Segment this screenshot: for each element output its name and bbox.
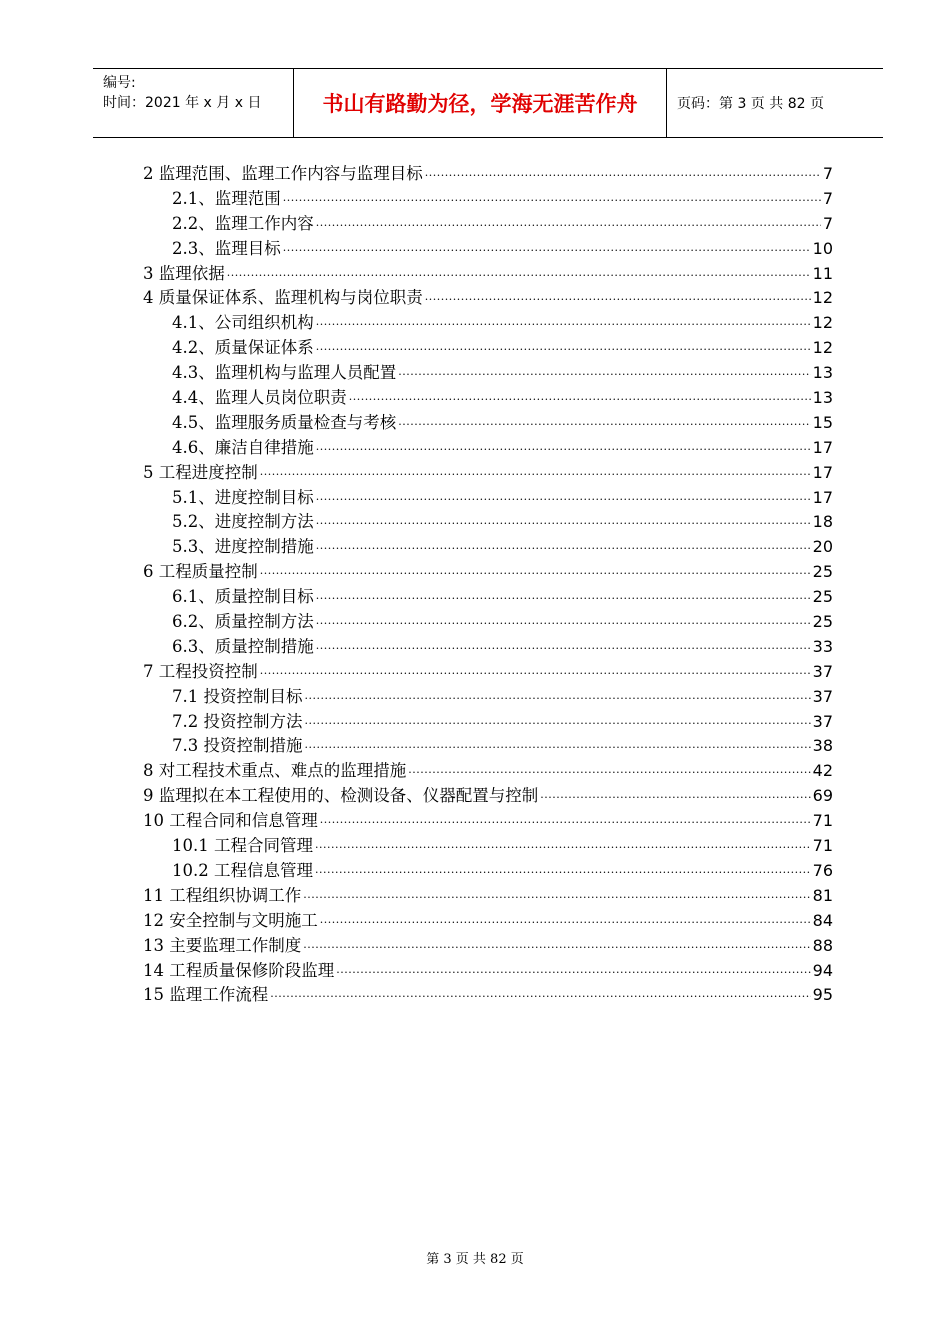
toc-entry-page: 38 bbox=[812, 736, 833, 756]
toc-entry-page: 33 bbox=[812, 636, 833, 656]
toc-leader-dots bbox=[283, 194, 821, 207]
toc-leader-dots bbox=[316, 517, 811, 530]
toc-entry[interactable] bbox=[143, 907, 833, 932]
toc-entry-title: 14 工程质量保修阶段监理 bbox=[143, 960, 335, 980]
toc-leader-dots bbox=[316, 592, 811, 605]
toc-entry-page: 17 bbox=[812, 437, 833, 457]
toc-entry-page: 81 bbox=[812, 885, 833, 905]
toc-leader-dots bbox=[316, 642, 811, 655]
toc-leader-dots bbox=[316, 493, 811, 506]
toc-entry-page: 12 bbox=[812, 313, 833, 333]
toc-entry-title: 7.1 投资控制目标 bbox=[172, 686, 303, 706]
toc-entry-title: 2.3、监理目标 bbox=[172, 238, 281, 258]
toc-entry-page: 7 bbox=[822, 188, 833, 208]
toc-entry[interactable] bbox=[143, 459, 833, 484]
toc-entry[interactable] bbox=[143, 782, 833, 807]
toc-entry-page: 11 bbox=[812, 263, 833, 283]
toc-leader-dots bbox=[398, 368, 810, 381]
toc-entry-title: 10.1 工程合同管理 bbox=[172, 836, 313, 856]
toc-subentry[interactable] bbox=[143, 185, 833, 210]
toc-entry-title: 5.1、进度控制目标 bbox=[172, 487, 314, 507]
toc-entry-title: 10 工程合同和信息管理 bbox=[143, 811, 318, 831]
toc-entry-title: 4.2、质量保证体系 bbox=[172, 338, 314, 358]
toc-leader-dots bbox=[320, 916, 811, 929]
toc-entry-title: 9 监理拟在本工程使用的、检测设备、仪器配置与控制 bbox=[143, 786, 539, 806]
toc-entry-page: 94 bbox=[812, 960, 833, 980]
toc-entry-title: 6.1、质量控制目标 bbox=[172, 587, 314, 607]
table-of-contents bbox=[143, 160, 833, 1006]
toc-leader-dots bbox=[303, 941, 810, 954]
toc-entry[interactable] bbox=[143, 807, 833, 832]
toc-leader-dots bbox=[316, 318, 811, 331]
toc-leader-dots bbox=[398, 418, 810, 431]
toc-subentry[interactable] bbox=[143, 508, 833, 533]
toc-entry-page: 71 bbox=[812, 836, 833, 856]
toc-entry-page: 37 bbox=[812, 661, 833, 681]
document-number-label: 编号: bbox=[103, 75, 136, 91]
toc-subentry[interactable] bbox=[143, 384, 833, 409]
toc-subentry[interactable] bbox=[143, 683, 833, 708]
toc-leader-dots bbox=[408, 766, 810, 779]
toc-subentry[interactable] bbox=[143, 633, 833, 658]
toc-leader-dots bbox=[303, 891, 810, 904]
toc-leader-dots bbox=[540, 791, 810, 804]
header-motto: 书山有路勤为径，学海无涯苦作舟 bbox=[294, 69, 667, 137]
toc-leader-dots bbox=[316, 219, 821, 232]
header-page-info: 页码：第 3 页 共 82 页 bbox=[677, 96, 824, 112]
toc-leader-dots bbox=[260, 667, 811, 680]
toc-subentry[interactable] bbox=[143, 334, 833, 359]
toc-entry[interactable] bbox=[143, 981, 833, 1006]
toc-leader-dots bbox=[260, 468, 811, 481]
toc-entry-page: 88 bbox=[812, 935, 833, 955]
toc-subentry[interactable] bbox=[143, 832, 833, 857]
toc-entry-title: 5.3、进度控制措施 bbox=[172, 537, 314, 557]
toc-subentry[interactable] bbox=[143, 210, 833, 235]
toc-entry-page: 42 bbox=[812, 761, 833, 781]
toc-entry-page: 25 bbox=[812, 612, 833, 632]
toc-entry-page: 37 bbox=[812, 686, 833, 706]
page-footer: 第 3 页 共 82 页 bbox=[426, 1252, 524, 1267]
toc-entry-title: 2 监理范围、监理工作内容与监理目标 bbox=[143, 164, 423, 183]
toc-entry-page: 25 bbox=[812, 587, 833, 607]
toc-leader-dots bbox=[336, 966, 810, 979]
toc-entry-page: 7 bbox=[822, 213, 833, 233]
toc-subentry[interactable] bbox=[143, 235, 833, 260]
toc-entry-page: 25 bbox=[812, 562, 833, 582]
toc-entry-page: 18 bbox=[812, 512, 833, 532]
toc-subentry[interactable] bbox=[143, 434, 833, 459]
toc-entry-page: 20 bbox=[812, 537, 833, 557]
toc-entry[interactable] bbox=[143, 160, 833, 185]
toc-entry-title: 5.2、进度控制方法 bbox=[172, 512, 314, 532]
toc-entry-page: 7 bbox=[822, 164, 833, 183]
toc-entry-title: 3 监理依据 bbox=[143, 263, 225, 283]
toc-leader-dots bbox=[283, 244, 811, 257]
toc-entry-title: 7.3 投资控制措施 bbox=[172, 736, 303, 756]
toc-entry-page: 17 bbox=[812, 462, 833, 482]
toc-leader-dots bbox=[316, 617, 811, 630]
toc-leader-dots bbox=[316, 343, 811, 356]
toc-entry-title: 4.1、公司组织机构 bbox=[172, 313, 314, 333]
toc-entry[interactable] bbox=[143, 757, 833, 782]
toc-entry-title: 7.2 投资控制方法 bbox=[172, 711, 303, 731]
toc-entry-page: 95 bbox=[812, 985, 833, 1005]
toc-leader-dots bbox=[316, 542, 811, 555]
toc-entry[interactable] bbox=[143, 284, 833, 309]
toc-leader-dots bbox=[305, 741, 811, 754]
toc-subentry[interactable] bbox=[143, 732, 833, 757]
toc-subentry[interactable] bbox=[143, 708, 833, 733]
toc-entry-title: 6.2、质量控制方法 bbox=[172, 612, 314, 632]
toc-subentry[interactable] bbox=[143, 583, 833, 608]
toc-subentry[interactable] bbox=[143, 409, 833, 434]
toc-entry-page: 71 bbox=[812, 811, 833, 831]
toc-entry-page: 12 bbox=[812, 288, 833, 308]
toc-entry-title: 6 工程质量控制 bbox=[143, 562, 258, 582]
toc-leader-dots bbox=[315, 841, 811, 854]
toc-entry-title: 15 监理工作流程 bbox=[143, 985, 269, 1005]
toc-entry-title: 8 对工程技术重点、难点的监理措施 bbox=[143, 761, 407, 781]
toc-entry[interactable] bbox=[143, 558, 833, 583]
toc-subentry[interactable] bbox=[143, 857, 833, 882]
toc-leader-dots bbox=[425, 293, 811, 306]
toc-entry-title: 4 质量保证体系、监理机构与岗位职责 bbox=[143, 288, 423, 308]
toc-leader-dots bbox=[305, 692, 811, 705]
toc-leader-dots bbox=[305, 717, 811, 730]
toc-leader-dots bbox=[425, 169, 821, 182]
toc-leader-dots bbox=[270, 990, 810, 1003]
toc-leader-dots bbox=[227, 269, 811, 282]
toc-subentry[interactable] bbox=[143, 359, 833, 384]
toc-entry[interactable] bbox=[143, 260, 833, 285]
toc-entry-title: 6.3、质量控制措施 bbox=[172, 636, 314, 656]
toc-entry-title: 13 主要监理工作制度 bbox=[143, 935, 302, 955]
toc-entry-page: 76 bbox=[812, 860, 833, 880]
toc-entry-title: 10.2 工程信息管理 bbox=[172, 860, 313, 880]
toc-subentry[interactable] bbox=[143, 533, 833, 558]
toc-entry-title: 12 安全控制与文明施工 bbox=[143, 910, 318, 930]
header-meta bbox=[93, 69, 294, 137]
toc-entry-title: 7 工程投资控制 bbox=[143, 661, 258, 681]
toc-entry-page: 13 bbox=[812, 363, 833, 383]
page-header bbox=[93, 68, 883, 138]
toc-entry-title: 5 工程进度控制 bbox=[143, 462, 258, 482]
toc-subentry[interactable] bbox=[143, 309, 833, 334]
toc-entry-title: 4.4、监理人员岗位职责 bbox=[172, 388, 347, 408]
toc-entry[interactable] bbox=[143, 932, 833, 957]
toc-entry-page: 69 bbox=[812, 786, 833, 806]
toc-leader-dots bbox=[316, 443, 811, 456]
toc-entry-page: 84 bbox=[812, 910, 833, 930]
toc-entry[interactable] bbox=[143, 882, 833, 907]
toc-entry-page: 13 bbox=[812, 388, 833, 408]
toc-entry-page: 15 bbox=[812, 412, 833, 432]
toc-leader-dots bbox=[260, 567, 811, 580]
toc-subentry[interactable] bbox=[143, 484, 833, 509]
toc-entry-title: 4.3、监理机构与监理人员配置 bbox=[172, 363, 397, 383]
toc-entry-page: 12 bbox=[812, 338, 833, 358]
toc-entry-page: 37 bbox=[812, 711, 833, 731]
toc-entry-title: 4.6、廉洁自律措施 bbox=[172, 437, 314, 457]
toc-entry-title: 11 工程组织协调工作 bbox=[143, 885, 302, 905]
toc-leader-dots bbox=[349, 393, 811, 406]
toc-entry-title: 2.2、监理工作内容 bbox=[172, 213, 314, 233]
toc-entry-title: 4.5、监理服务质量检查与考核 bbox=[172, 412, 397, 432]
toc-entry[interactable] bbox=[143, 957, 833, 982]
toc-entry-title: 2.1、监理范围 bbox=[172, 188, 281, 208]
document-time-label: 时间：2021 年 x 月 x 日 bbox=[103, 95, 262, 111]
toc-leader-dots bbox=[315, 866, 811, 879]
toc-entry-page: 10 bbox=[812, 238, 833, 258]
toc-entry[interactable] bbox=[143, 658, 833, 683]
toc-leader-dots bbox=[320, 816, 811, 829]
toc-subentry[interactable] bbox=[143, 608, 833, 633]
toc-entry-page: 17 bbox=[812, 487, 833, 507]
